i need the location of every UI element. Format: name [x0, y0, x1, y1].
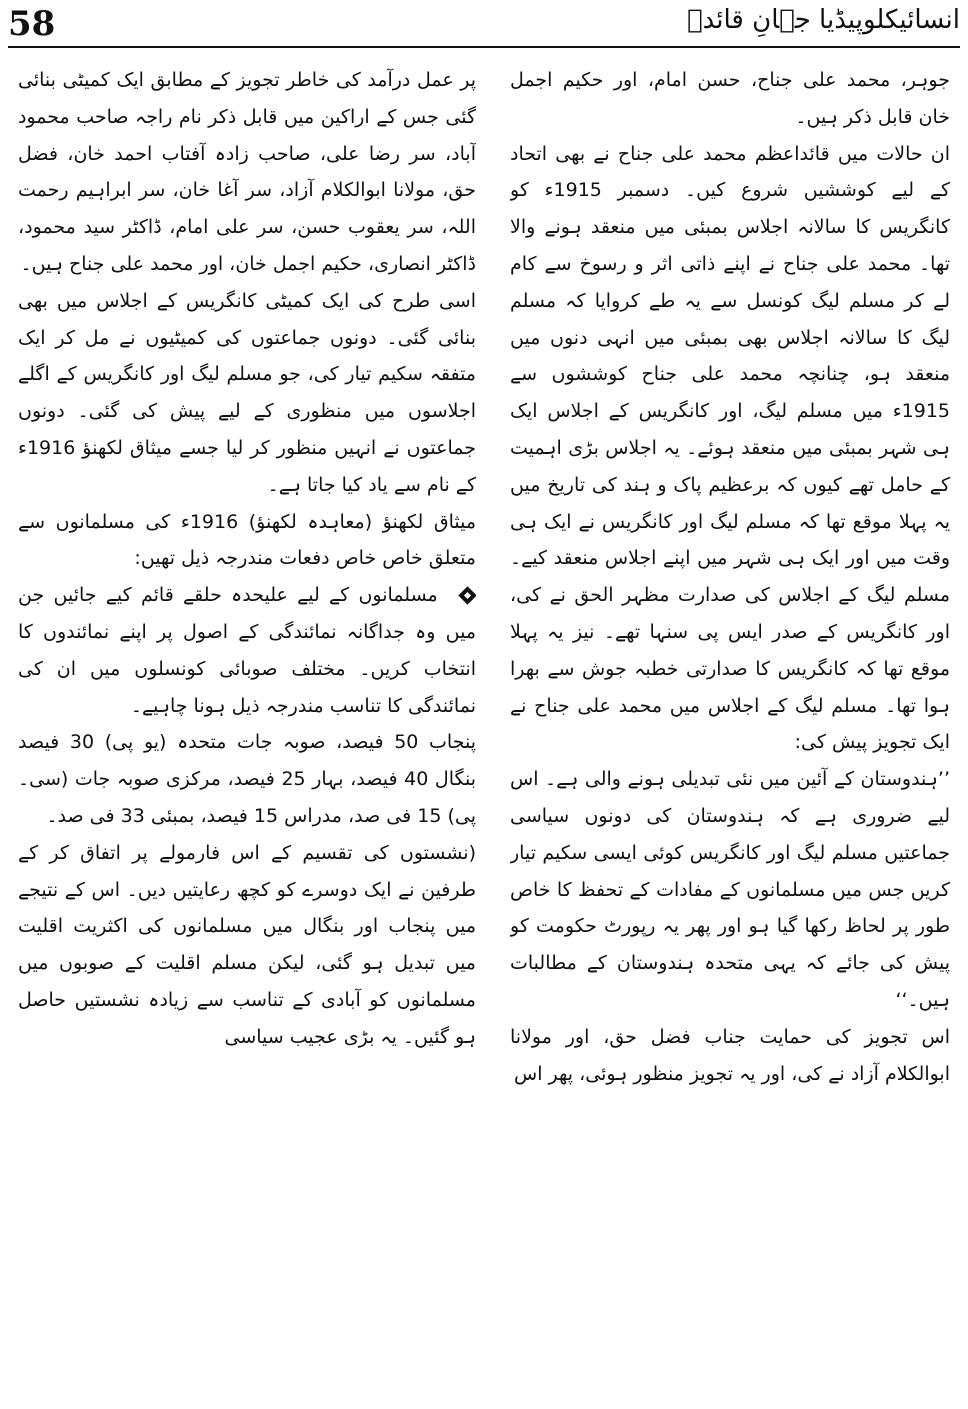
paragraph: میثاق لکھنؤ (معاہدہ لکھنؤ) 1916ء کی مسلمانوں سے متعلق خاص خاص دفعات مندرجہ ذیل تھیں: — [18, 510, 476, 570]
bullet-lead: مسلمانوں کے لیے علیحدہ حلقے قائم کیے جائیں — [53, 584, 438, 607]
bullet-rest: جن میں وہ جداگانہ نمائندگی کے اصول پر اپنے نمائندوں کا انتخاب کریں۔ مختلف صوبائی کونسلوں میں ان کی نمائندگی کا تناسب مندرجہ ذیل ہونا چاہیے۔ — [18, 584, 476, 717]
paragraph: (نشستوں کی تقسیم کے اس فارمولے پر اتفاق کر کے طرفین نے ایک دوسرے کو کچھ رعایتیں دیں۔ اس کے نتیجے میں پنجاب اور بنگال میں مسلمانوں کی اکثریت اقلیت میں تبدیل ہو گئی، لیکن مسلم اقلیت کے صوبوں میں مسلمانوں کو آبادی کے تناسب سے زیادہ نشستیں حاصل ہو گئیں۔ یہ بڑی عجیب سیاسی — [18, 841, 476, 1048]
paragraph: ان حالات میں قائداعظم محمد علی جناح نے بھی اتحاد کے لیے کوششیں شروع کیں۔ دسمبر 1915ء کو کانگریس کا سالانہ اجلاس بمبئی میں منعقد ہونے والا تھا۔ محمد علی جناح نے اپنے ذاتی اثر و رسوخ سے کام لے کر مسلم لیگ کونسل سے یہ طے کروایا کہ مسلم لیگ کا سالانہ اجلاس بھی بمبئی میں انہی دنوں میں منعقد ہو، چنانچہ محمد علی جناح کوششوں سے 1915ء میں مسلم لیگ، اور کانگریس کے اجلاس ایک ہی شہر بمبئی میں منعقد ہوئے۔ یہ اجلاس بڑی اہمیت کے حامل تھے کیوں کہ برعظیم پاک و ہند کی تاریخ میں یہ پہلا موقع تھا کہ مسلم لیگ اور کانگریس نے ایک ہی وقت میں اور ایک ہی شہر میں اپنے اجلاس منعقد کیے۔ مسلم لیگ کے اجلاس کی صدارت مظہر الحق نے کی، اور کانگریس کے صدر ایس پی سنہا تھے۔ نیز یہ پہلا موقع تھا کہ کانگریس کا صدارتی خطبہ جوش سے بھرا ہوا تھا۔ مسلم لیگ کے اجلاس میں محمد علی جناح نے ایک تجویز پیش کی: — [510, 142, 950, 754]
running-title: انسائیکلوپیڈیا جہانِ قائدؒ — [687, 5, 960, 35]
quotation-paragraph: ’’ہندوستان کے آئین میں نئی تبدیلی ہونے والی ہے۔ اس لیے ضروری ہے کہ ہندوستان کی دونوں سیاسی جماعتیں مسلم لیگ اور کانگریس کوئی ایسی سکیم تیار کریں جس میں مسلمانوں کے مفادات کے تحفظ کا خاص طور پر لحاظ رکھا گیا ہو اور پھر یہ رپورٹ حکومت کو پیش کی جائے کہ یہی متحدہ ہندوستان کے مطالبات ہیں۔‘‘ — [510, 768, 950, 1011]
paragraph: پر عمل درآمد کی خاطر تجویز کے مطابق ایک کمیٹی بنائی گئی جس کے اراکین میں قابل ذکر نام راجہ صاحب محمود آباد، سر رضا علی، صاحب زادہ آفتاب احمد خان، فضل حق، مولانا ابوالکلام آزاد، سر آغا خان، سر ابراہیم رحمت اللہ، سر یعقوب حسن، سر علی امام، ڈاکٹر سید محمود، ڈاکٹر انصاری، حکیم اجمل خان، اور محمد علی جناح ہیں۔ — [18, 69, 476, 275]
right-column — [510, 62, 950, 1402]
paragraph: اس تجویز کی حمایت جناب فضل حق، اور مولانا ابوالکلام آزاد نے کی، اور یہ تجویز منظور ہوئی، پھر اس — [510, 1025, 950, 1085]
diamond-bullet-icon — [458, 586, 476, 604]
bullet-item — [18, 577, 476, 724]
paragraph: اسی طرح کی ایک کمیٹی کانگریس کے اجلاس میں بھی بنائی گئی۔ دونوں جماعتوں کی کمیٹیوں نے مل کر ایک متفقہ سکیم تیار کی، جو مسلم لیگ اور کانگریس کے اگلے اجلاسوں میں منظوری کے لیے پیش کی گئی۔ دونوں جماعتوں نے انہیں منظور کر لیا جسے میثاق لکھنؤ 1916ء کے نام سے یاد کیا جاتا ہے۔ — [18, 289, 476, 496]
seat-allocation-text: پنجاب 50 فیصد، صوبہ جات متحدہ (یو پی) 30 فیصد بنگال 40 فیصد، بہار 25 فیصد، مرکزی صوبہ جات (سی۔ پی) 15 فی صد، مدراس 15 فیصد، بمبئی 33 فی صد۔ — [18, 731, 476, 827]
header-rule — [8, 46, 960, 48]
page-number: 58 — [8, 4, 56, 44]
paragraph: جوہر، محمد علی جناح، حسن امام، اور حکیم اجمل خان قابل ذکر ہیں۔ — [510, 69, 950, 128]
left-column — [18, 62, 476, 1402]
page-header — [8, 0, 960, 50]
